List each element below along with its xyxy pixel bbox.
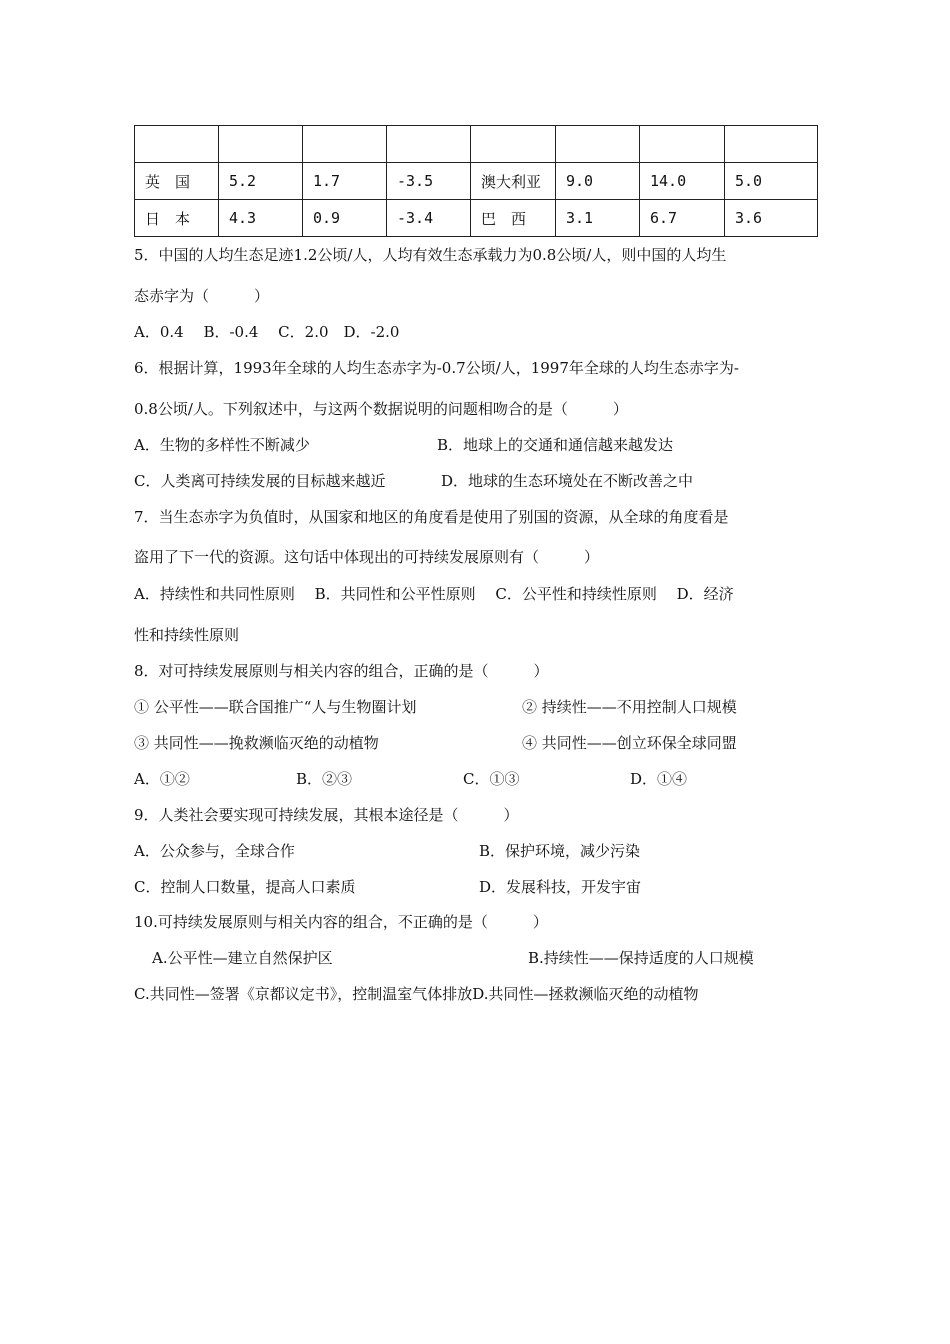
table-cell bbox=[387, 126, 471, 163]
question-9-stem: 9．人类社会要实现可持续发展，其根本途径是（ ） bbox=[134, 806, 519, 824]
question-9-option-a: A．公众参与，全球合作 bbox=[134, 842, 295, 860]
question-6-stem-cont: 0.8公顷/人。下列叙述中，与这两个数据说明的问题相吻合的是（ ） bbox=[134, 400, 628, 418]
table-cell: 6.7 bbox=[640, 200, 725, 237]
question-6-option-a: A．生物的多样性不断减少 bbox=[134, 436, 310, 454]
question-5-options: A．0.4 B．-0.4 C．2.0 D．-2.0 bbox=[134, 323, 400, 341]
question-8-stem: 8．对可持续发展原则与相关内容的组合，正确的是（ ） bbox=[134, 662, 549, 680]
question-10-options-c-d: C.共同性—签署《京都议定书》，控制温室气体排放D.共同性—拯救濒临灭绝的动植物 bbox=[134, 985, 699, 1003]
table-cell: 英 国 bbox=[135, 163, 219, 200]
question-6-option-d: D．地球的生态环境处在不断改善之中 bbox=[441, 472, 694, 490]
table-cell: -3.4 bbox=[387, 200, 471, 237]
table-cell: 5.0 bbox=[725, 163, 818, 200]
table-row bbox=[135, 200, 818, 237]
question-5-stem-cont: 态赤字为（ ） bbox=[134, 287, 270, 305]
table-cell: -3.5 bbox=[387, 163, 471, 200]
table-cell bbox=[303, 126, 387, 163]
table-header-row bbox=[135, 126, 818, 163]
table-row bbox=[135, 163, 818, 200]
question-8-option-c: C．①③ bbox=[463, 770, 520, 788]
question-6-stem: 6．根据计算，1993年全球的人均生态赤字为-0.7公顷/人，1997年全球的人均生态赤字为- bbox=[134, 359, 739, 377]
table-cell bbox=[725, 126, 818, 163]
table-cell bbox=[640, 126, 725, 163]
question-8-option-b: B．②③ bbox=[296, 770, 353, 788]
question-10-stem: 10.可持续发展原则与相关内容的组合，不正确的是（ ） bbox=[134, 913, 548, 931]
table-cell bbox=[556, 126, 640, 163]
table-cell: 1.7 bbox=[303, 163, 387, 200]
question-7-options-cont: 性和持续性原则 bbox=[134, 626, 240, 644]
question-6-option-c: C．人类离可持续发展的目标越来越近 bbox=[134, 472, 386, 490]
table-cell bbox=[135, 126, 219, 163]
question-8-item-4: ④ 共同性——创立环保全球同盟 bbox=[522, 734, 737, 752]
table-cell: 5.2 bbox=[219, 163, 303, 200]
question-5-stem: 5．中国的人均生态足迹1.2公顷/人，人均有效生态承载力为0.8公顷/人，则中国的人均生 bbox=[134, 246, 727, 264]
question-9-option-d: D．发展科技，开发宇宙 bbox=[479, 878, 642, 896]
table-cell: 9.0 bbox=[556, 163, 640, 200]
table-cell: 日 本 bbox=[135, 200, 219, 237]
question-7-stem: 7．当生态赤字为负值时，从国家和地区的角度看是使用了别国的资源，从全球的角度看是 bbox=[134, 508, 729, 526]
question-10-option-a: A.公平性—建立自然保护区 bbox=[152, 949, 333, 967]
table-cell: 0.9 bbox=[303, 200, 387, 237]
question-9-option-b: B．保护环境，减少污染 bbox=[479, 842, 641, 860]
table-cell: 巴 西 bbox=[471, 200, 556, 237]
table-cell: 澳大利亚 bbox=[471, 163, 556, 200]
question-9-option-c: C．控制人口数量，提高人口素质 bbox=[134, 878, 356, 896]
ecological-footprint-table bbox=[134, 125, 818, 237]
table-cell: 14.0 bbox=[640, 163, 725, 200]
question-8-item-2: ② 持续性——不用控制人口规模 bbox=[522, 698, 737, 716]
table-cell: 4.3 bbox=[219, 200, 303, 237]
question-8-option-a: A．①② bbox=[134, 770, 190, 788]
question-7-options: A．持续性和共同性原则 B．共同性和公平性原则 C．公平性和持续性原则 D．经济 bbox=[134, 585, 734, 603]
question-6-option-b: B．地球上的交通和通信越来越发达 bbox=[437, 436, 674, 454]
table-cell bbox=[471, 126, 556, 163]
question-7-stem-cont: 盗用了下一代的资源。这句话中体现出的可持续发展原则有（ ） bbox=[134, 548, 600, 566]
question-10-option-b: B.持续性——保持适度的人口规模 bbox=[528, 949, 754, 967]
table-cell bbox=[219, 126, 303, 163]
table-cell: 3.6 bbox=[725, 200, 818, 237]
question-8-item-1: ① 公平性——联合国推广“人与生物圈计划 bbox=[134, 698, 417, 716]
table-cell: 3.1 bbox=[556, 200, 640, 237]
question-8-option-d: D．①④ bbox=[630, 770, 688, 788]
question-8-item-3: ③ 共同性——挽救濒临灭绝的动植物 bbox=[134, 734, 379, 752]
